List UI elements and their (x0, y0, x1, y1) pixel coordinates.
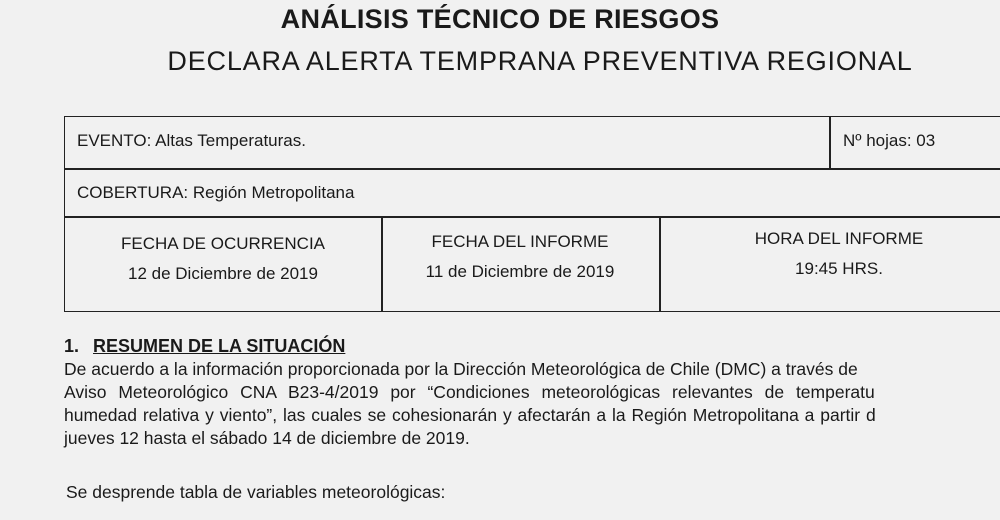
hora-informe-label: HORA DEL INFORME (754, 229, 924, 248)
hora-informe-value: 19:45 HRS. (795, 259, 883, 278)
cobertura-text: COBERTURA: Región Metropolitana (77, 183, 355, 202)
section-heading (64, 336, 345, 357)
paragraph-line: Aviso Meteorológico CNA B23-4/2019 por “Condiciones meteorológicas relevantes de temperatu (64, 382, 875, 402)
document-subtitle: DECLARA ALERTA TEMPRANA PREVENTIVA REGIONAL (167, 46, 913, 76)
fecha-informe-cell (381, 227, 659, 287)
section-number: 1. (64, 336, 80, 356)
hora-informe-cell (659, 224, 1000, 284)
paragraph-line: jueves 12 hasta el sábado 14 de diciembre de 2019. (64, 428, 470, 448)
hojas-text: Nº hojas: 03 (843, 131, 936, 150)
fecha-informe-value: 11 de Diciembre de 2019 (425, 262, 615, 281)
cell-divider (829, 117, 831, 169)
info-row-fechas (64, 216, 1000, 312)
evento-text: EVENTO: Altas Temperaturas. (77, 131, 306, 150)
section-title: RESUMEN DE LA SITUACIÓN (93, 336, 346, 356)
info-row-evento (64, 116, 1000, 170)
fecha-ocurrencia-value: 12 de Diciembre de 2019 (128, 264, 318, 283)
fecha-informe-label: FECHA DEL INFORME (431, 232, 609, 251)
section-paragraph (64, 358, 1000, 450)
info-row-cobertura (64, 168, 1000, 218)
fecha-ocurrencia-label: FECHA DE OCURRENCIA (120, 234, 326, 253)
paragraph-line: humedad relativa y viento”, las cuales se cohesionarán y afectarán a la Región Metropolitana a partir d (64, 405, 876, 425)
section-paragraph-2: Se desprende tabla de variables meteorológicas: (66, 482, 446, 502)
fecha-ocurrencia-cell (65, 229, 381, 289)
document-title: ANÁLISIS TÉCNICO DE RIESGOS (280, 4, 720, 34)
paragraph-line: De acuerdo a la información proporcionada por la Dirección Meteorológica de Chile (DMC) a través de (64, 359, 858, 379)
